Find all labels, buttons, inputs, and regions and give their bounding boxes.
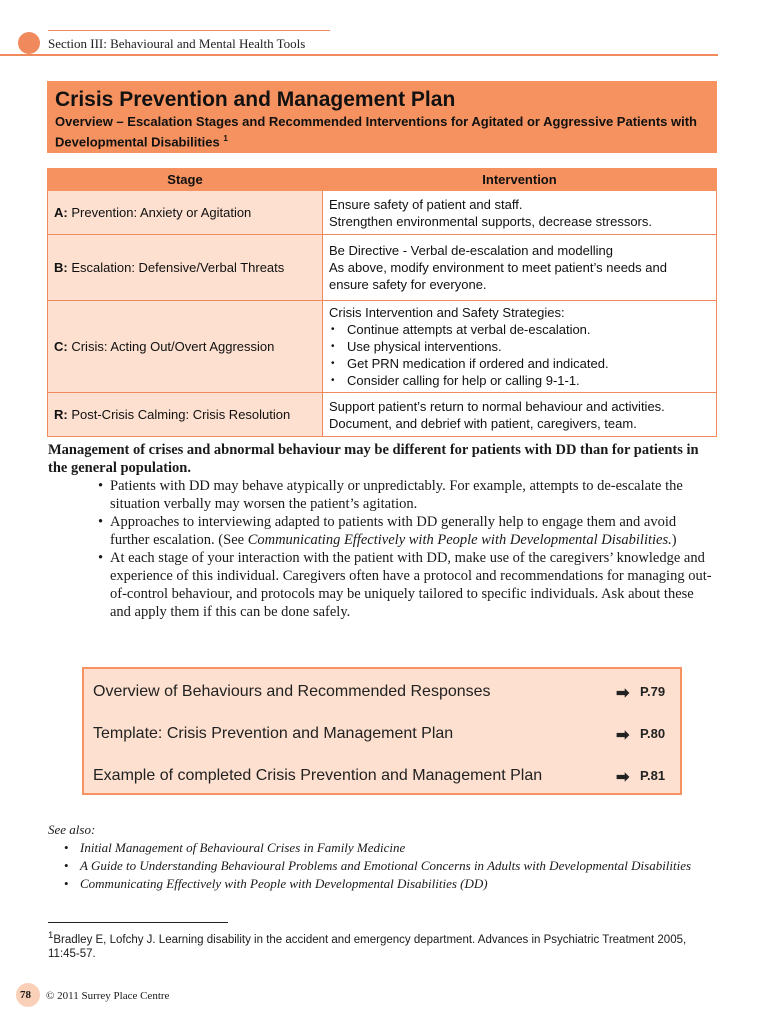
page-number: 78	[20, 989, 31, 1001]
stage-cell	[48, 191, 323, 235]
intervention-bullets	[329, 321, 710, 389]
stage-label: Crisis: Acting Out/Overt Aggression	[71, 339, 275, 354]
section-header: Section III: Behavioural and Mental Health Tools	[48, 36, 306, 51]
page-title: Crisis Prevention and Management Plan	[55, 88, 456, 111]
stage-key: C:	[54, 339, 68, 354]
list-item: • Use physical interventions.	[329, 338, 710, 355]
see-also-section	[48, 821, 728, 893]
intervention-line: Strengthen environmental supports, decrease stressors.	[329, 213, 653, 229]
list-item[interactable]: • Communicating Effectively with People with Developmental Disabilities (DD)	[62, 875, 728, 893]
intervention-cell	[323, 393, 717, 437]
stage-key: A:	[54, 205, 68, 220]
intervention-line: As above, modify environment to meet patient’s needs and ensure safety for everyone.	[329, 260, 667, 292]
bullet-text-end: )	[671, 532, 677, 548]
table-header-row	[48, 169, 717, 191]
see-also-list	[62, 839, 728, 893]
bullet-text: Approaches to interviewing adapted to patients with DD generally help to engage them and avoid further escalation. (See	[110, 514, 677, 548]
footnote-text: Bradley E, Lofchy J. Learning disability in the accident and emergency department. Advances in Psychiatric Treatment 2005, 11:45-57.	[48, 933, 687, 960]
section-marker-dot	[18, 32, 40, 54]
intervention-line: Document, and debrief with patient, caregivers, team.	[329, 415, 637, 431]
stage-key: R:	[54, 407, 68, 422]
intervention-line: Ensure safety of patient and staff.	[329, 196, 523, 212]
ref-page-number: P.80	[640, 726, 666, 741]
table-row	[48, 393, 717, 437]
arrow-right-icon: ➡	[616, 769, 630, 786]
ref-link-template[interactable]	[93, 725, 678, 747]
list-item: • Consider calling for help or calling 9-1-1.	[329, 372, 710, 389]
stage-cell	[48, 235, 323, 301]
intervention-cell	[323, 235, 717, 301]
header-bottom-rule	[0, 54, 718, 56]
stage-key: B:	[54, 260, 68, 275]
ref-label: Template: Crisis Prevention and Management Plan	[93, 725, 454, 742]
column-header-intervention: Intervention	[323, 169, 717, 191]
stage-cell	[48, 393, 323, 437]
list-item	[98, 513, 718, 549]
related-pages-box	[82, 667, 682, 795]
column-header-stage: Stage	[48, 169, 323, 191]
stage-cell	[48, 301, 323, 393]
stage-label: Escalation: Defensive/Verbal Threats	[71, 260, 285, 275]
subtitle-text: Overview – Escalation Stages and Recommended Interventions for Agitated or Aggressive Patients with Developmental Disabilities	[55, 114, 697, 150]
arrow-right-icon: ➡	[616, 727, 630, 744]
ref-link-overview[interactable]	[93, 683, 678, 705]
footnote-rule	[48, 922, 228, 923]
ref-link-example[interactable]	[93, 767, 678, 789]
crisis-stages-table	[47, 168, 717, 437]
ref-page-number: P.81	[640, 768, 666, 783]
management-section	[48, 441, 718, 621]
footnote	[48, 929, 718, 961]
management-bullets	[98, 477, 718, 621]
see-also-heading: See also:	[48, 822, 96, 837]
list-item[interactable]: • A Guide to Understanding Behavioural Problems and Emotional Concerns in Adults with Developmental Disabilities	[62, 857, 728, 875]
stage-label: Post-Crisis Calming: Crisis Resolution	[71, 407, 291, 422]
copyright: © 2011 Surrey Place Centre	[46, 990, 170, 1002]
table-row	[48, 235, 717, 301]
list-item: • Continue attempts at verbal de-escalation.	[329, 321, 710, 338]
table-row	[48, 301, 717, 393]
footnote-reference: 1	[223, 134, 228, 143]
footnote-mark: 1	[48, 930, 54, 941]
list-item[interactable]: • Initial Management of Behavioural Crises in Family Medicine	[62, 839, 728, 857]
management-intro: Management of crises and abnormal behaviour may be different for patients with DD than for patients in the general population.	[48, 442, 699, 476]
list-item: • Patients with DD may behave atypically or unpredictably. For example, attempts to de-escalate the situation verbally may worsen the patient’s agitation.	[98, 477, 718, 513]
arrow-right-icon: ➡	[616, 685, 630, 702]
ref-page-number: P.79	[640, 684, 666, 699]
intervention-line: Crisis Intervention and Safety Strategies:	[329, 305, 565, 320]
list-item: • Get PRN medication if ordered and indicated.	[329, 355, 710, 372]
ref-label: Overview of Behaviours and Recommended Responses	[93, 683, 491, 700]
table-row	[48, 191, 717, 235]
intervention-line: Support patient’s return to normal behaviour and activities.	[329, 398, 665, 414]
page-subtitle	[55, 113, 709, 150]
intervention-cell	[323, 191, 717, 235]
intervention-cell	[323, 301, 717, 393]
stage-label: Prevention: Anxiety or Agitation	[71, 205, 252, 220]
intervention-line: Be Directive - Verbal de-escalation and modelling	[329, 243, 613, 258]
cross-reference-link[interactable]: Communicating Effectively with People with Developmental Disabilities.	[247, 532, 672, 548]
header-top-rule	[48, 30, 330, 31]
title-box	[47, 81, 717, 153]
list-item: • At each stage of your interaction with the patient with DD, make use of the caregivers’ knowledge and experience of this individual. Caregivers often have a protocol and recommendations for managing out-of-control behaviour, and protocols may be uniquely tailored to specific individuals. Ask about these and apply them if this can be done safely.	[98, 549, 718, 621]
ref-label: Example of completed Crisis Prevention and Management Plan	[93, 767, 543, 784]
